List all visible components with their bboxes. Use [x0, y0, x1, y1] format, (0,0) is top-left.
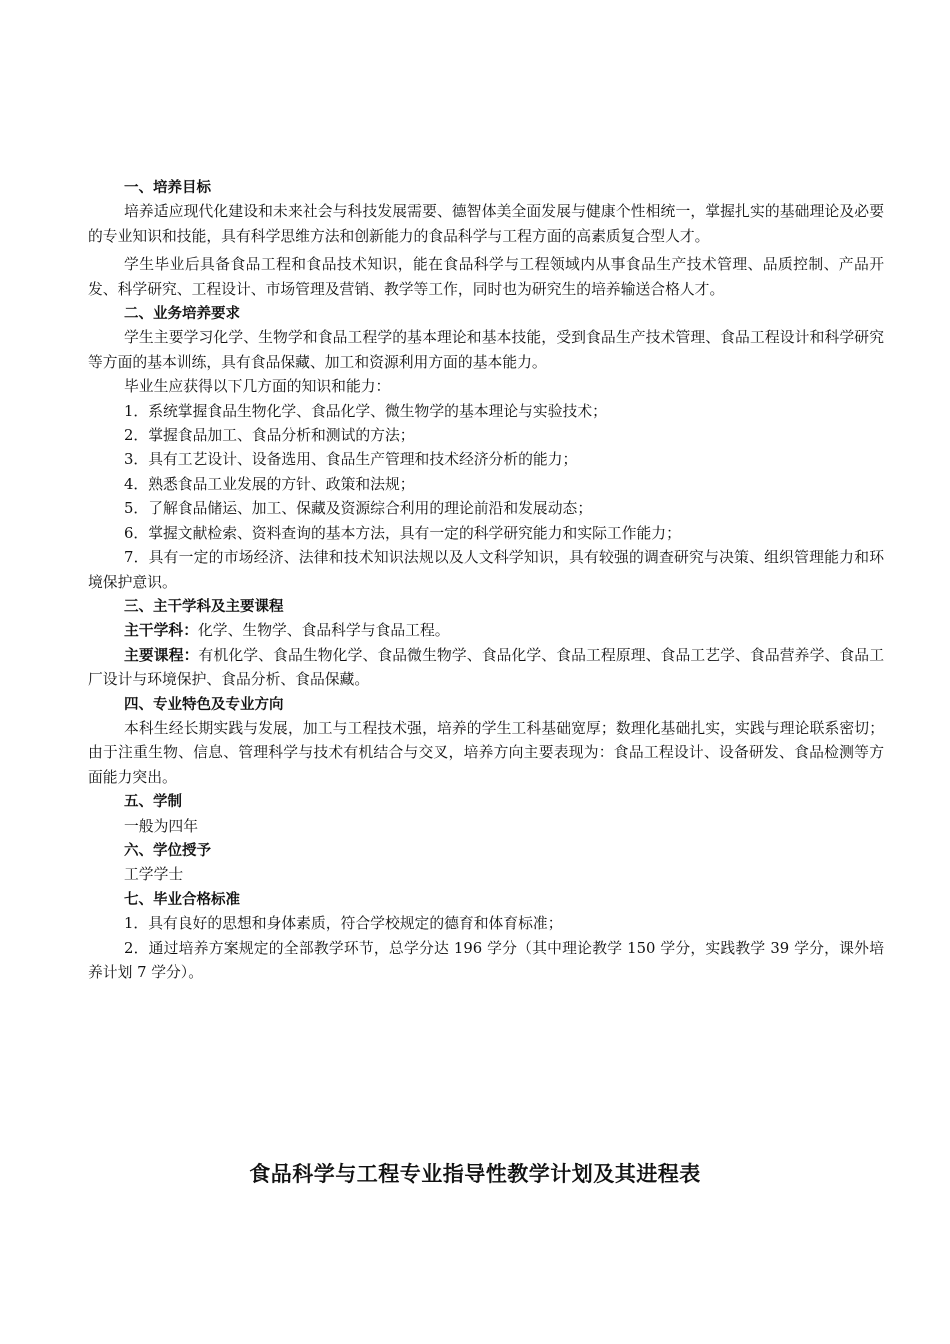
graduation-item: 1．具有良好的思想和身体素质，符合学校规定的德育和体育标准；: [124, 915, 563, 933]
requirement-item: 2．掌握食品加工、食品分析和测试的方法；: [124, 427, 415, 445]
requirements-paragraph-1: 学生主要学习化学、生物学和食品工程学的基本理论和基本技能，受到食品生产技术管理、食品工程设计和科学研究等方面的基本训练，具有食品保藏、加工和资源利用方面的基本能力。: [88, 329, 884, 371]
main-subjects-label: 主干学科：: [124, 622, 198, 640]
section-heading-subjects: 三、主干学科及主要课程: [124, 598, 284, 615]
graduation-item: 2．通过培养方案规定的全部教学环节，总学分达 196 学分（其中理论教学 150 学分，实践教学 39 学分，课外培养计划 7 学分）。: [88, 939, 884, 981]
duration-text: 一般为四年: [124, 817, 198, 835]
section-heading-degree: 六、学位授予: [124, 842, 211, 859]
requirement-item: 6．掌握文献检索、资料查询的基本方法，具有一定的科学研究能力和实际工作能力；: [124, 524, 681, 542]
requirement-item: 5．了解食品储运、加工、保藏及资源综合利用的理论前沿和发展动态；: [124, 500, 593, 518]
requirement-item: 7．具有一定的市场经济、法律和技术知识法规以及人文科学知识，具有较强的调查研究与决策、组织管理能力和环境保护意识。: [88, 549, 884, 591]
requirements-paragraph-2: 毕业生应获得以下几方面的知识和能力：: [124, 378, 391, 396]
document-body: [88, 176, 884, 985]
section-heading-features: 四、专业特色及专业方向: [124, 696, 284, 713]
goals-paragraph-1: 培养适应现代化建设和未来社会与科技发展需要、德智体美全面发展与健康个性相统一，掌握扎实的基础理论及必要的专业知识和技能，具有科学思维方法和创新能力的食品科学与工程方面的高素质复合型人才。: [88, 203, 884, 245]
section-heading-duration: 五、学制: [124, 794, 182, 811]
requirement-item: 1．系统掌握食品生物化学、食品化学、微生物学的基本理论与实验技术；: [124, 402, 607, 420]
section-heading-goals: 一、培养目标: [124, 180, 211, 196]
main-subjects-line: [88, 619, 884, 643]
requirement-item: 4．熟悉食品工业发展的方针、政策和法规；: [124, 475, 415, 493]
features-paragraph: 本科生经长期实践与发展，加工与工程技术强，培养的学生工科基础宽厚；数理化基础扎实，实践与理论联系密切；由于注重生物、信息、管理科学与技术有机结合与交叉，培养方向主要表现为：食品工程设计、设备研发、食品检测等方面能力突出。: [88, 719, 884, 786]
goals-paragraph-2: 学生毕业后具备食品工程和食品技术知识，能在食品科学与工程领域内从事食品生产技术管理、品质控制、产品开发、科学研究、工程设计、市场管理及营销、教学等工作，同时也为研究生的培养输送合格人才。: [88, 256, 884, 298]
section-heading-requirements: 二、业务培养要求: [124, 306, 240, 323]
degree-text: 工学学士: [124, 866, 184, 884]
main-subjects-text: 化学、生物学、食品科学与食品工程。: [198, 622, 450, 640]
main-courses-line: [88, 644, 884, 693]
document-title: 食品科学与工程专业指导性教学计划及其进程表: [249, 1162, 701, 1186]
main-courses-label: 主要课程：: [124, 646, 199, 664]
requirement-item: 3．具有工艺设计、设备选用、食品生产管理和技术经济分析的能力；: [124, 451, 578, 469]
main-courses-text: 有机化学、食品生物化学、食品微生物学、食品化学、食品工程原理、食品工艺学、食品营养学、食品工厂设计与环境保护、食品分析、食品保藏。: [88, 646, 884, 689]
section-heading-graduation: 七、毕业合格标准: [124, 891, 240, 908]
